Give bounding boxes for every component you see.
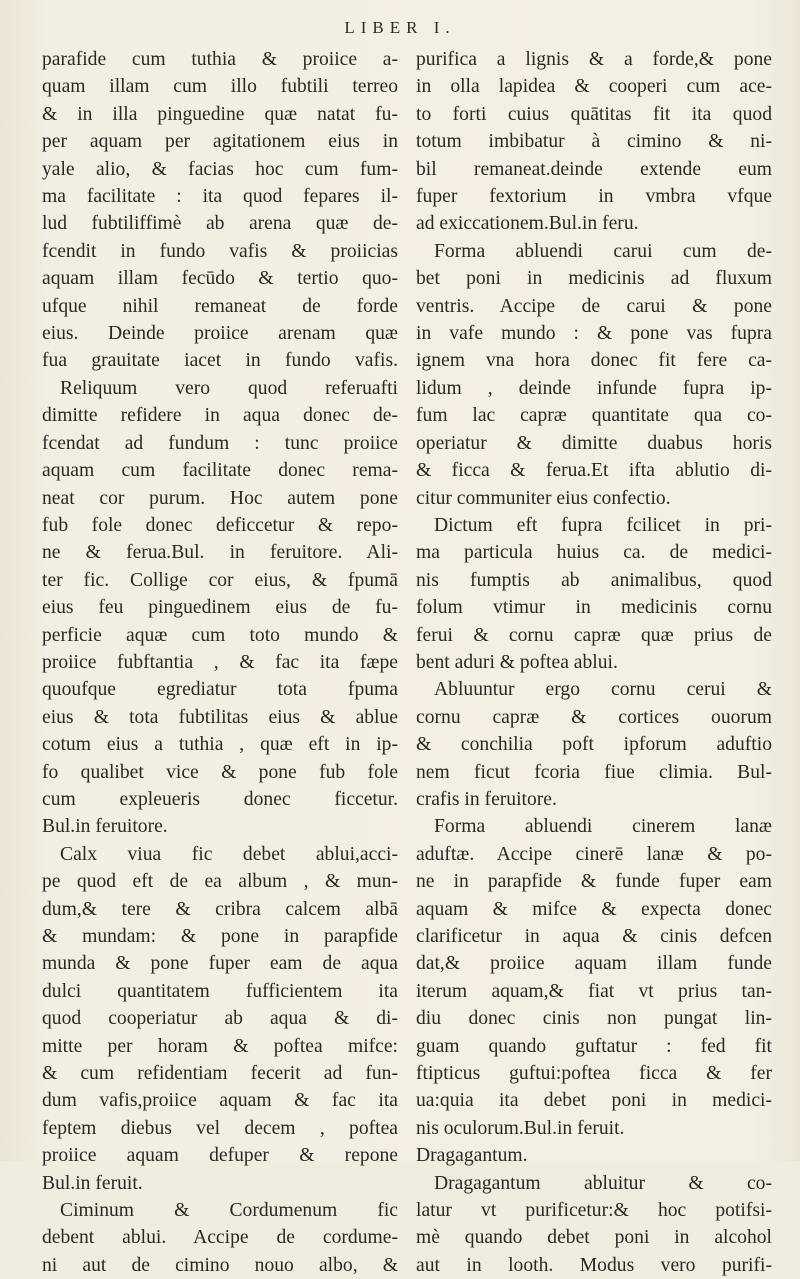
text-line: fcendat ad fundum : tunc proiice — [42, 432, 398, 454]
text-line: fum lac capræ quantitate qua co- — [416, 405, 772, 427]
text-line: fub fole donec deficcetur & repo- — [42, 514, 398, 536]
text-line: eius. Deinde proiice arenam quæ — [42, 323, 398, 345]
text-line: ne in parapfide & funde fuper eam — [416, 871, 772, 893]
text-line: Abluuntur ergo cornu cerui & — [434, 679, 772, 701]
text-line: pe quod eft de ea album , & mun- — [42, 871, 398, 893]
text-line: crafis in feruitore. — [416, 788, 557, 810]
text-line: dulci quantitatem fufficientem ita — [42, 980, 398, 1002]
text-line: nis oculorum.Bul.in feruit. — [416, 1117, 625, 1139]
text-line: clarificetur in aqua & cinis defcen — [416, 926, 772, 947]
text-line: aquam & mifce & expecta donec — [416, 898, 772, 920]
text-line: & mundam: & pone in parapfide — [42, 926, 398, 947]
text-line: ma facilitate : ita quod fepares il- — [42, 186, 398, 208]
text-line: lud fubtiliffimè ab arena quæ de- — [42, 213, 398, 235]
text-line: proiice aquam defuper & repone — [42, 1145, 398, 1167]
text-line: dum,& tere & cribra calcem albā — [42, 898, 398, 920]
text-line: & ficca & ferua.Et ifta ablutio di- — [416, 460, 772, 482]
text-line: & in illa pinguedine quæ natat fu- — [42, 103, 398, 125]
text-line: ignem vna hora donec fit fere ca- — [416, 350, 772, 372]
text-line: Dragagantum abluitur & co- — [434, 1172, 772, 1194]
text-line: cornu capræ & cortices ouorum — [416, 706, 772, 728]
text-line: fua grauitate iacet in fundo vafis. — [42, 350, 398, 372]
text-line: ni aut de cimino nouo albo, & — [42, 1254, 398, 1276]
text-line: ne & ferua.Bul. in feruitore. Ali- — [42, 542, 398, 564]
text-line: aut in looth. Modus vero purifi- — [416, 1254, 772, 1276]
text-line: dum vafis,proiice aquam & fac ita — [42, 1090, 398, 1112]
text-line: fo qualibet vice & pone fub fole — [42, 761, 398, 783]
text-line: munda & pone fuper eam de aqua — [42, 953, 398, 975]
text-line: citur communiter eius confectio. — [416, 487, 671, 509]
text-line: bent aduri & poftea ablui. — [416, 651, 618, 673]
text-line: Calx viua fic debet ablui,acci- — [60, 843, 398, 865]
text-line: to forti cuius quātitas fit ita quod — [416, 103, 772, 125]
text-line: Dictum eft fupra fcilicet in pri- — [434, 514, 772, 536]
text-line: debent ablui. Accipe de cordume- — [42, 1227, 398, 1249]
text-line: ufque nihil remaneat de forde — [42, 295, 398, 317]
text-line: Bul.in feruit. — [42, 1172, 143, 1194]
text-line: operiatur & dimitte duabus horis — [416, 432, 772, 454]
text-line: ferui & cornu capræ quæ prius de — [416, 624, 772, 646]
text-line: mitte per horam & poftea mifce: — [42, 1035, 398, 1057]
text-line: ftipticus guftui:poftea ficca & fer — [416, 1063, 772, 1085]
right-column — [416, 46, 772, 1279]
text-line: ma particula huius ca. de medici- — [416, 542, 772, 564]
text-line: iterum aquam,& fiat vt prius tan- — [416, 980, 772, 1002]
text-line: proiice fubftantia , & fac ita fæpe — [42, 651, 398, 673]
text-line: mè quando debet poni in alcohol — [416, 1227, 772, 1249]
text-line: Reliquum vero quod referuafti — [60, 377, 398, 399]
text-line: per aquam per agitationem eius in — [42, 131, 398, 153]
text-line: perficie aquæ cum toto mundo & — [42, 624, 398, 646]
text-line: guam quando guftatur : fed fit — [416, 1035, 772, 1057]
text-line: purifica a lignis & a forde,& pone — [416, 49, 772, 70]
text-line: parafide cum tuthia & proiice a- — [42, 49, 398, 70]
text-line: nis fumptis ab animalibus, quod — [416, 569, 772, 591]
text-line: cum expleueris donec ficcetur. — [42, 788, 398, 810]
text-line: fuper fextorium in vmbra vfque — [416, 186, 772, 208]
text-line: ter fic. Collige cor eius, & fpumā — [42, 569, 398, 591]
text-line: bet poni in medicinis ad fluxum — [416, 268, 772, 290]
text-line: ventris. Accipe de carui & pone — [416, 295, 772, 317]
text-line: in olla lapidea & cooperi cum ace- — [416, 76, 772, 98]
left-column — [42, 46, 398, 1279]
text-line: & cum refidentiam fecerit ad fun- — [42, 1063, 398, 1085]
text-line: diu donec cinis non pungat lin- — [416, 1008, 772, 1030]
text-line: latur vt purificetur:& hoc potifsi- — [416, 1200, 772, 1222]
text-line: ad exiccationem.Bul.in feru. — [416, 213, 639, 235]
text-line: Forma abluendi cinerem lanæ — [434, 816, 772, 838]
text-line: eius feu pinguedinem eius de fu- — [42, 597, 398, 619]
text-line: quod cooperiatur ab aqua & di- — [42, 1008, 398, 1030]
text-line: Ciminum & Cordumenum fic — [60, 1200, 398, 1222]
text-line: ua:quia ita debet poni in medici- — [416, 1090, 772, 1112]
text-line: Bul.in feruitore. — [42, 816, 168, 838]
text-line: Forma abluendi carui cum de- — [434, 240, 772, 262]
text-line: cotum eius a tuthia , quæ eft in ip- — [42, 734, 398, 756]
text-line: & conchilia poft ipforum aduftio — [416, 734, 772, 756]
text-line: dimitte refidere in aqua donec de- — [42, 405, 398, 427]
text-line: totum imbibatur à cimino & ni- — [416, 131, 772, 153]
text-line: in vafe mundo : & pone vas fupra — [416, 323, 772, 345]
text-line: nem ficut fcoria fiue climia. Bul- — [416, 761, 772, 783]
running-head: LIBER I. — [344, 18, 456, 37]
text-line: bil remaneat.deinde extende eum — [416, 158, 772, 180]
text-line: aquam illam fecūdo & tertio quo- — [42, 268, 398, 290]
text-line: folum vtimur in medicinis cornu — [416, 597, 772, 619]
text-line: lidum , deinde infunde fupra ip- — [416, 377, 772, 399]
text-line: quam illam cum illo fubtili terreo — [42, 76, 398, 98]
text-line: Dragagantum. — [416, 1145, 528, 1167]
text-line: dat,& proiice aquam illam funde — [416, 953, 772, 975]
text-line: aduftæ. Accipe cinerē lanæ & po- — [416, 843, 772, 865]
text-line: aquam cum facilitate donec rema- — [42, 460, 398, 482]
text-line: yale alio, & facias hoc cum fum- — [42, 158, 398, 180]
text-line: feptem diebus vel decem , poftea — [42, 1117, 398, 1139]
text-line: quoufque egrediatur tota fpuma — [42, 679, 398, 701]
text-line: fcendit in fundo vafis & proiicias — [42, 240, 398, 262]
text-line: eius & tota fubtilitas eius & ablue — [42, 706, 398, 728]
text-line: neat cor purum. Hoc autem pone — [42, 487, 398, 509]
